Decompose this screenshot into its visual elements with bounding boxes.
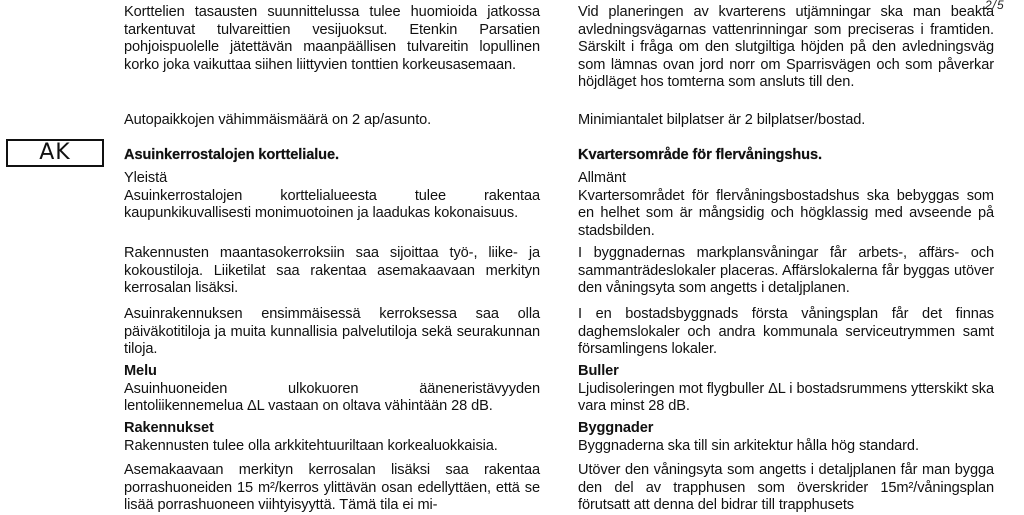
sv-general-title: Allmänt (578, 170, 626, 186)
fi-buildings-block (124, 420, 540, 455)
sv-noise-block (578, 363, 994, 416)
fi-intro-block (124, 4, 540, 74)
fi-zone-heading-block (124, 147, 540, 165)
fi-first-floor-text: Asuinrakennuksen ensimmäisessä kerroksessa saa olla päiväkotitiloja ja muita kunnallisia palvelutiloja sekä seurakunnan tiloja. (124, 306, 540, 358)
sv-general-text: Kvartersområdet för flervåningsbostadshus ska bebyggas som en helhet som är mångsidig och högklassig med avseende på stadsbilden. (578, 187, 994, 239)
fi-general-text: Asuinkerrostalojen korttelialueesta tulee rakentaa kaupunkikuvallisesti monimuotoinen ja laadukas kokonaisuus. (124, 187, 540, 222)
sv-stairs-block (578, 462, 994, 515)
fi-general-title: Yleistä (124, 170, 168, 186)
fi-buildings-text: Rakennusten tulee olla arkkitehtuuriltaan korkealuokkaisia. (124, 437, 498, 454)
fi-ground-floor-text: Rakennusten maantasokerroksiin saa sijoittaa työ-, liike- ja kokoustiloja. Liiketilat saa rakentaa asemakaavaan merkityn kerrosalan lisäksi. (124, 245, 540, 297)
page-number: 2/5 (985, 0, 1005, 12)
sv-buildings-text: Byggnaderna ska till sin arkitektur hålla hög standard. (578, 437, 919, 454)
sv-first-floor-text: I en bostadsbyggnads första våningsplan får det finnas daghemslokaler och andra kommunala serviceutrymmen samt församlingens lokaler. (578, 306, 994, 358)
fi-stairs-text: Asemakaavaan merkityn kerrosalan lisäksi saa rakentaa porrashuoneiden 15 m²/kerros ylittävän osan edellyttäen, että se lisää porrashuoneen viihtyisyyttä. Tämä tila ei mi- (124, 462, 540, 514)
zone-code: AK (39, 140, 71, 165)
fi-ground-floor-block (124, 245, 540, 298)
sv-buildings-block (578, 420, 994, 455)
fi-parking: Autopaikkojen vähimmäismäärä on 2 ap/asunto. (124, 112, 432, 128)
sv-intro: Vid planeringen av kvarterens utjämningar ska man beakta avledningsvägarnas vattenrinningar som preciseras i framtiden. Särskilt i fråga om den slutgiltiga höjden på den avledningsväg som lämnas ovan jord norr om Sparrisvägen och som påverkar höjdläget hos tomterna som ansluts till den. (578, 4, 994, 91)
sv-zone-heading-block (578, 147, 994, 165)
sv-general-block (578, 170, 994, 240)
fi-buildings-title: Rakennukset (124, 420, 214, 436)
sv-parking-block (578, 112, 994, 130)
sv-intro-block (578, 4, 994, 92)
fi-noise-title: Melu (124, 363, 157, 379)
sv-noise-text: Ljudisoleringen mot flygbuller ΔL i bostadsrummens ytterskikt ska vara minst 28 dB. (578, 380, 994, 415)
fi-zone-heading: Asuinkerrostalojen korttelialue. (124, 147, 339, 163)
sv-ground-floor-block (578, 245, 994, 298)
sv-noise-title: Buller (578, 363, 619, 379)
sv-ground-floor-text: I byggnadernas markplansvåningar får arbets-, affärs- och sammanträdeslokaler placeras. Affärslokalerna får byggas utöver den våningsyta som angetts i detaljplanen. (578, 245, 994, 297)
fi-stairs-block (124, 462, 540, 515)
sv-buildings-title: Byggnader (578, 420, 654, 436)
fi-parking-block (124, 112, 540, 130)
zone-code-box (6, 139, 104, 167)
sv-zone-heading: Kvartersområde för flervåningshus. (578, 147, 822, 163)
fi-general-block (124, 170, 540, 223)
sv-parking: Minimiantalet bilplatser är 2 bilplatser/bostad. (578, 112, 866, 128)
sv-first-floor-block (578, 306, 994, 359)
fi-noise-text: Asuinhuoneiden ulkokuoren ääneneristävyyden lentoliikennemelua ΔL vastaan on oltava vähintään 28 dB. (124, 380, 540, 415)
fi-first-floor-block (124, 306, 540, 359)
fi-intro: Korttelien tasausten suunnittelussa tulee huomioida jatkossa tarkentuvat tulvareittien vesijuoksut. Etenkin Parsatien pohjoispuolelle jätettävän maanpäällisen tulvareitin lopullinen korko joka vaikuttaa siihen liittyvien tonttien korkeusasemaan. (124, 4, 540, 73)
fi-noise-block (124, 363, 540, 416)
sv-stairs-text: Utöver den våningsyta som angetts i detaljplanen får man bygga den del av trapphusen som överskrider 15m²/våningsplan förutsatt att denna del bidrar till trapphusets (578, 462, 994, 514)
